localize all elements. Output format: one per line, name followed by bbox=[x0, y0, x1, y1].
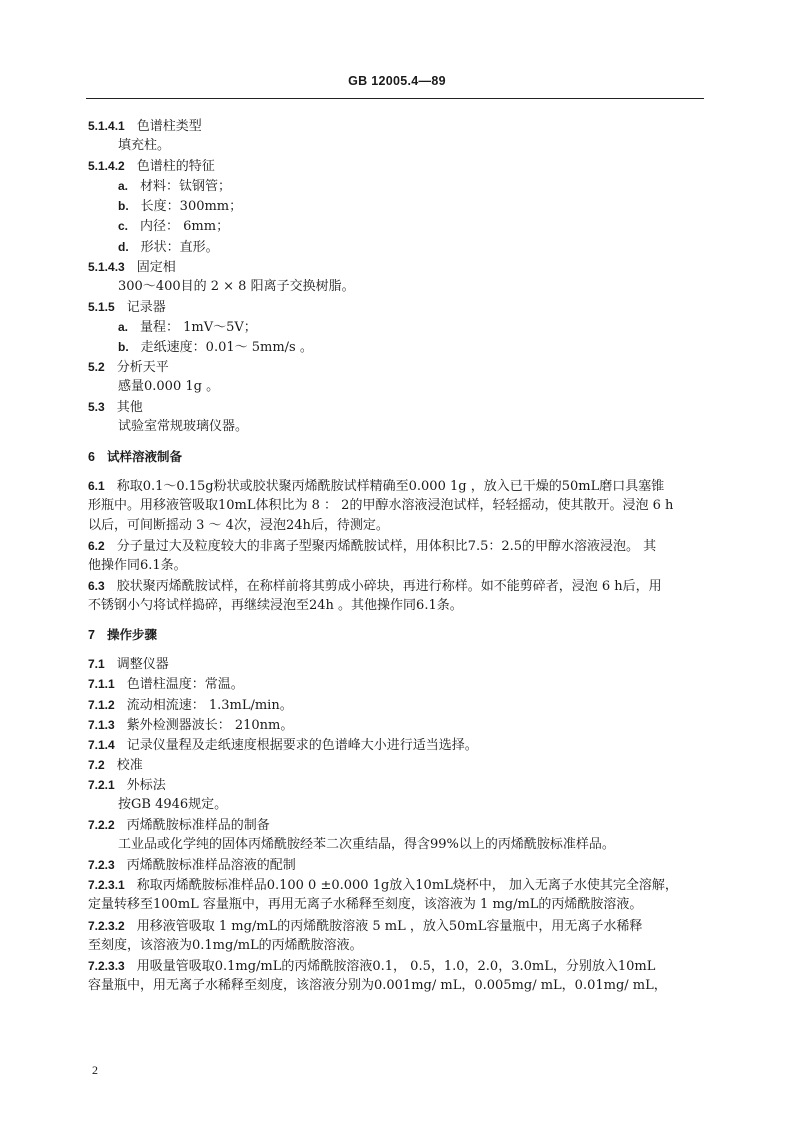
clause-line bbox=[88, 576, 704, 596]
clause-text: 操作步骤 bbox=[106, 628, 157, 643]
clause-text: 至刻度，该溶液为0.1mg/mL的丙烯酰胺溶液。 bbox=[88, 937, 363, 953]
clause-number: b. bbox=[118, 340, 129, 355]
clause-number: 5.1.4.1 bbox=[88, 119, 125, 133]
clause-line bbox=[88, 735, 704, 755]
clause-number: 7.2.3.1 bbox=[88, 878, 125, 893]
clause-text: 感量0.000 1g 。 bbox=[118, 379, 220, 395]
list-item bbox=[88, 317, 704, 337]
clause-number: 7.2 bbox=[88, 757, 105, 772]
list-item bbox=[88, 216, 704, 236]
clause-text: 固定相 bbox=[136, 259, 176, 275]
clause-line bbox=[88, 257, 704, 277]
clause-text: 量程： 1mV～5V； bbox=[140, 319, 257, 335]
paragraph-continuation bbox=[88, 596, 704, 616]
clause-line bbox=[88, 916, 704, 936]
paragraph-continuation bbox=[88, 895, 704, 915]
clause-number: 7.2.3 bbox=[88, 858, 115, 873]
clause-text: 紫外检测器波长： 210nm。 bbox=[126, 717, 294, 733]
clause-number: c. bbox=[118, 219, 129, 234]
clause-number: d. bbox=[118, 239, 129, 254]
clause-text: 300～400目的 2 × 8 阳离子交换树脂。 bbox=[118, 278, 355, 294]
clause-number: 5.1.4.2 bbox=[88, 159, 125, 174]
clause-line bbox=[88, 654, 704, 674]
clause-body-line bbox=[88, 417, 704, 437]
document-body bbox=[88, 116, 704, 996]
page-header-standard-code: GB 12005.4—89 bbox=[348, 74, 446, 88]
clause-text: 分子量过大及粒度较大的非离子型聚丙烯酰胺试样，用体积比7.5：2.5的甲醇水溶液浸泡。 其 bbox=[116, 538, 657, 554]
clause-line bbox=[88, 397, 704, 417]
paragraph-continuation bbox=[88, 516, 704, 536]
clause-number: 5.2 bbox=[88, 360, 105, 375]
clause-number: 7.1.3 bbox=[88, 717, 115, 732]
list-item bbox=[88, 196, 704, 216]
clause-line bbox=[88, 956, 704, 976]
clause-text: 胶状聚丙烯酰胺试样，在称样前将其剪成小碎块，再进行称样。如不能剪碎者，浸泡 6 h后，用 bbox=[116, 579, 662, 595]
clause-text: 工业品或化学纯的固体丙烯酰胺经苯二次重结晶，得含99%以上的丙烯酰胺标准样品。 bbox=[118, 837, 615, 853]
clause-number: 6.3 bbox=[88, 579, 105, 594]
clause-body-line bbox=[88, 277, 704, 297]
clause-body-line bbox=[88, 795, 704, 815]
clause-line bbox=[88, 674, 704, 694]
clause-text: 用移液管吸取 1 mg/mL的丙烯酰胺溶液 5 mL ，放入50mL容量瓶中，用无离子水稀释 bbox=[136, 918, 643, 934]
clause-text: 形状：直形。 bbox=[140, 239, 219, 255]
clause-body-line bbox=[88, 377, 704, 397]
section-gap bbox=[88, 645, 704, 654]
clause-text: 材料：钛钢管； bbox=[140, 179, 232, 195]
paragraph-continuation bbox=[88, 556, 704, 576]
clause-number: 7 bbox=[88, 628, 95, 643]
clause-text: 称取丙烯酰胺标准样品0.100 0 ±0.000 1g放入10mL烧杯中， 加入无离子水使其完全溶解， bbox=[136, 878, 678, 894]
clause-text: 以后，可间断摇动 3 ～ 4次，浸泡24h后，待测定。 bbox=[88, 517, 389, 533]
clause-number: 7.2.2 bbox=[88, 818, 115, 833]
clause-text: 内径： 6mm； bbox=[140, 219, 230, 235]
clause-body-line bbox=[88, 136, 704, 156]
paragraph-continuation bbox=[88, 976, 704, 996]
page-number: 2 bbox=[92, 1063, 98, 1077]
clause-text: 色谱柱的特征 bbox=[136, 159, 215, 175]
clause-number: 7.1.4 bbox=[88, 737, 115, 752]
clause-text: 调整仪器 bbox=[116, 657, 169, 673]
clause-line bbox=[88, 775, 704, 795]
section-gap bbox=[88, 467, 704, 476]
clause-number: 7.2.3.3 bbox=[88, 958, 125, 973]
clause-line bbox=[88, 855, 704, 875]
clause-line bbox=[88, 156, 704, 176]
clause-number: 6.1 bbox=[88, 478, 105, 493]
list-item bbox=[88, 237, 704, 257]
clause-text: 记录器 bbox=[126, 299, 166, 315]
clause-text: 丙烯酰胺标准样品的制备 bbox=[126, 818, 270, 834]
clause-text: 容量瓶中，用无离子水稀释至刻度，该溶液分别为0.001mg/ mL，0.005mg/ mL，0.01mg/ mL， bbox=[88, 977, 667, 993]
clause-text: 外标法 bbox=[126, 777, 166, 793]
clause-text: 其他 bbox=[116, 400, 143, 416]
clause-text: 不锈钢小勺将试样捣碎，再继续浸泡至24h 。其他操作同6.1条。 bbox=[88, 598, 463, 614]
chapter-heading bbox=[88, 625, 704, 645]
clause-number: 6.2 bbox=[88, 538, 105, 553]
clause-line bbox=[88, 297, 704, 317]
clause-text: 用吸量管吸取0.1mg/mL的丙烯酰胺溶液0.1， 0.5，1.0，2.0，3.0mL，分别放入10mL bbox=[136, 958, 656, 974]
clause-number: 5.3 bbox=[88, 400, 105, 415]
clause-text: 填充柱。 bbox=[118, 138, 171, 154]
clause-line bbox=[88, 357, 704, 377]
clause-number: a. bbox=[118, 179, 129, 194]
clause-text: 丙烯酰胺标准样品溶液的配制 bbox=[126, 858, 296, 874]
list-item bbox=[88, 176, 704, 196]
clause-body-line bbox=[88, 835, 704, 855]
clause-line bbox=[88, 476, 704, 496]
clause-number: 5.1.5 bbox=[88, 299, 115, 314]
clause-number: 7.2.3.2 bbox=[88, 918, 125, 933]
list-item bbox=[88, 337, 704, 357]
clause-text: 校准 bbox=[116, 757, 143, 773]
paragraph-continuation bbox=[88, 936, 704, 956]
clause-number: 6 bbox=[88, 449, 95, 464]
clause-line bbox=[88, 875, 704, 895]
clause-text: 试验室常规玻璃仪器。 bbox=[118, 419, 249, 435]
clause-text: 色谱柱类型 bbox=[136, 119, 202, 134]
clause-text: 按GB 4946规定。 bbox=[118, 797, 228, 812]
clause-line bbox=[88, 536, 704, 556]
clause-line bbox=[88, 715, 704, 735]
clause-line bbox=[88, 116, 704, 136]
clause-text: 形瓶中。用移液管吸取10mL体积比为 8 ： 2的甲醇水溶液浸泡试样，轻轻摇动，使其散开。浸泡 6 h bbox=[88, 497, 674, 513]
clause-text: 长度：300mm； bbox=[140, 199, 243, 215]
clause-line bbox=[88, 695, 704, 715]
clause-text: 试样溶液制备 bbox=[106, 449, 182, 464]
clause-number: b. bbox=[118, 199, 129, 214]
clause-text: 称取0.1～0.15g粉状或胶状聚丙烯酰胺试样精确至0.000 1g ，放入已干燥的50mL磨口具塞锥 bbox=[116, 478, 665, 494]
section-gap bbox=[88, 616, 704, 625]
clause-number: 7.2.1 bbox=[88, 777, 115, 792]
clause-line bbox=[88, 815, 704, 835]
clause-text: 走纸速度：0.01～ 5mm/s 。 bbox=[140, 340, 313, 356]
section-gap bbox=[88, 438, 704, 447]
clause-text: 定量转移至100mL 容量瓶中，再用无离子水稀释至刻度，该溶液为 1 mg/mL的丙烯酰胺溶液。 bbox=[88, 897, 643, 913]
clause-number: 7.1.1 bbox=[88, 677, 115, 692]
clause-text: 流动相流速： 1.3mL/min。 bbox=[126, 697, 293, 713]
header-divider bbox=[86, 98, 704, 99]
clause-number: 5.1.4.3 bbox=[88, 259, 125, 274]
clause-line bbox=[88, 755, 704, 775]
clause-text: 分析天平 bbox=[116, 360, 169, 376]
chapter-heading bbox=[88, 447, 704, 467]
clause-text: 色谱柱温度：常温。 bbox=[126, 677, 244, 693]
clause-number: 7.1 bbox=[88, 657, 105, 672]
paragraph-continuation bbox=[88, 496, 704, 516]
clause-number: 7.1.2 bbox=[88, 697, 115, 712]
clause-text: 他操作同6.1条。 bbox=[88, 557, 187, 573]
clause-text: 记录仪量程及走纸速度根据要求的色谱峰大小进行适当选择。 bbox=[126, 737, 478, 753]
clause-number: a. bbox=[118, 319, 129, 334]
